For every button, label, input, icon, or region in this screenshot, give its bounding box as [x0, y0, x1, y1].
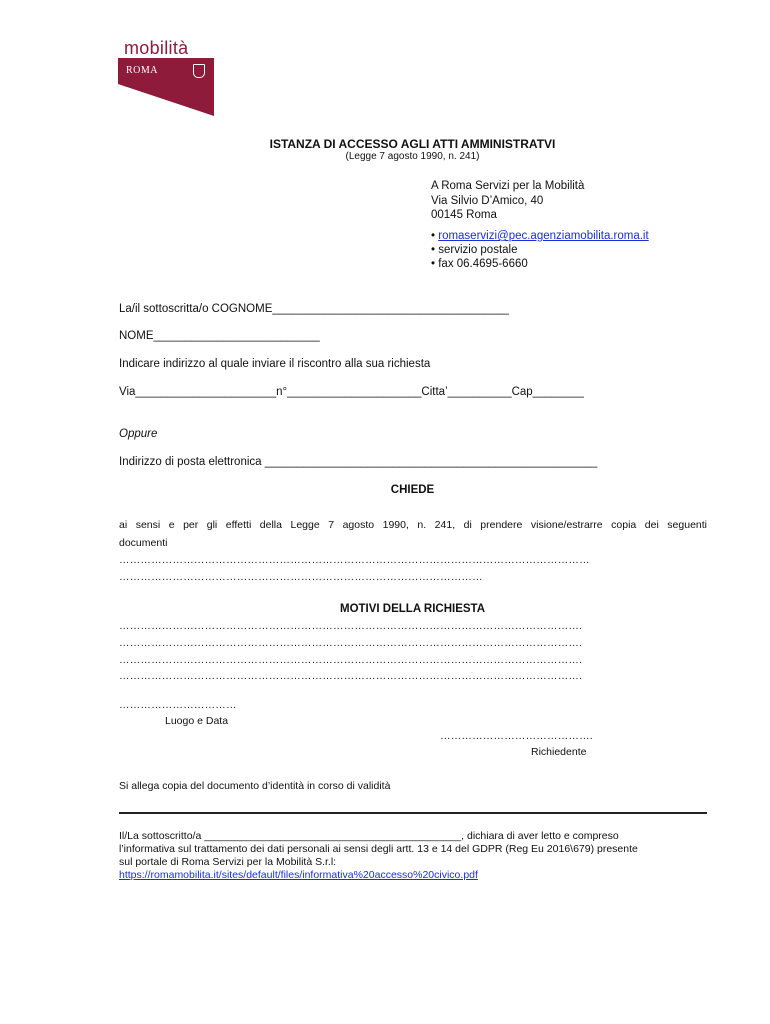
motivi-dots-line[interactable]: …………………………………………………………………………………………………………………. — [119, 620, 583, 632]
recipient-name: A Roma Servizi per la Mobilità — [431, 180, 585, 192]
signature-label: Richiedente — [531, 746, 587, 758]
place-date-dots[interactable]: …………………………… — [119, 699, 237, 711]
document-subtitle: (Legge 7 agosto 1990, n. 241) — [345, 151, 480, 162]
chiede-heading: CHIEDE — [390, 484, 435, 496]
privacy-policy-link[interactable]: https://romamobilita.it/sites/default/files/informativa%20accesso%20civico.pdf — [119, 869, 478, 881]
motivi-dots-line[interactable]: …………………………………………………………………………………………………………………. — [119, 654, 583, 666]
bullet-icon: • — [431, 258, 436, 270]
bullet-icon: • — [431, 244, 436, 256]
bullet-email — [431, 230, 649, 242]
attachment-note: Si allega copia del documento d’identità in corso di validità — [119, 780, 391, 792]
recipient-street: Via Silvio D’Amico, 40 — [431, 195, 544, 207]
recipient-fax: fax 06.4695-6660 — [438, 258, 528, 270]
indirizzo-label: Indicare indirizzo al quale inviare il riscontro alla sua richiesta — [119, 358, 431, 370]
privacy-line: l’informativa sul trattamento dei dati personali ai sensi degli artt. 13 e 14 del GDPR (Reg Eu 2016\679) presente — [119, 843, 638, 855]
field-address[interactable]: Via______________________n°_____________________Citta’__________Cap________ — [119, 386, 584, 398]
crest-icon — [193, 64, 205, 78]
privacy-line: sul portale di Roma Servizi per la Mobilità S.r.l: — [119, 856, 337, 868]
oppure-label: Oppure — [119, 428, 158, 440]
logo-brand-text: mobilità — [124, 38, 189, 58]
motivi-dots-line[interactable]: …………………………………………………………………………………………………………………. — [119, 637, 583, 649]
place-date-label: Luogo e Data — [165, 715, 229, 727]
privacy-line[interactable]: Il/La sottoscritto/a ____________________________________________, dichiara di aver letto e compreso — [119, 830, 619, 842]
privacy-declaration — [119, 830, 638, 882]
motivi-heading: MOTIVI DELLA RICHIESTA — [339, 603, 486, 615]
document-title: ISTANZA DI ACCESSO AGLI ATTI AMMINISTRATVI — [269, 137, 556, 151]
documents-dots-line[interactable]: …………………………………………………………………………………………………………………… — [119, 554, 590, 566]
field-cognome[interactable]: La/il sottoscritta/o COGNOME_____________________________________ — [119, 303, 510, 315]
bullet-fax — [431, 258, 528, 270]
field-nome[interactable]: NOME__________________________ — [119, 330, 320, 342]
documents-dots-line[interactable]: ………………………………………………………………………………………… — [119, 571, 483, 583]
chiede-text-cont: documenti — [119, 537, 168, 549]
chiede-text: ai sensi e per gli effetti della Legge 7 agosto 1990, n. 241, di prendere visione/estrarre copia dei seguenti — [119, 519, 707, 531]
signature-dots[interactable]: ……………………………………. — [440, 730, 593, 742]
recipient-city: 00145 Roma — [431, 209, 497, 221]
field-email[interactable]: Indirizzo di posta elettronica ____________________________________________________ — [119, 456, 598, 468]
motivi-dots-line[interactable]: …………………………………………………………………………………………………………………. — [119, 670, 583, 682]
logo-city-text: ROMA — [126, 65, 159, 76]
divider — [119, 812, 707, 814]
bullet-post — [431, 244, 518, 256]
recipient-post: servizio postale — [438, 244, 518, 256]
bullet-icon: • — [431, 230, 436, 242]
recipient-email-link[interactable]: romaservizi@pec.agenziamobilita.roma.it — [438, 230, 649, 242]
